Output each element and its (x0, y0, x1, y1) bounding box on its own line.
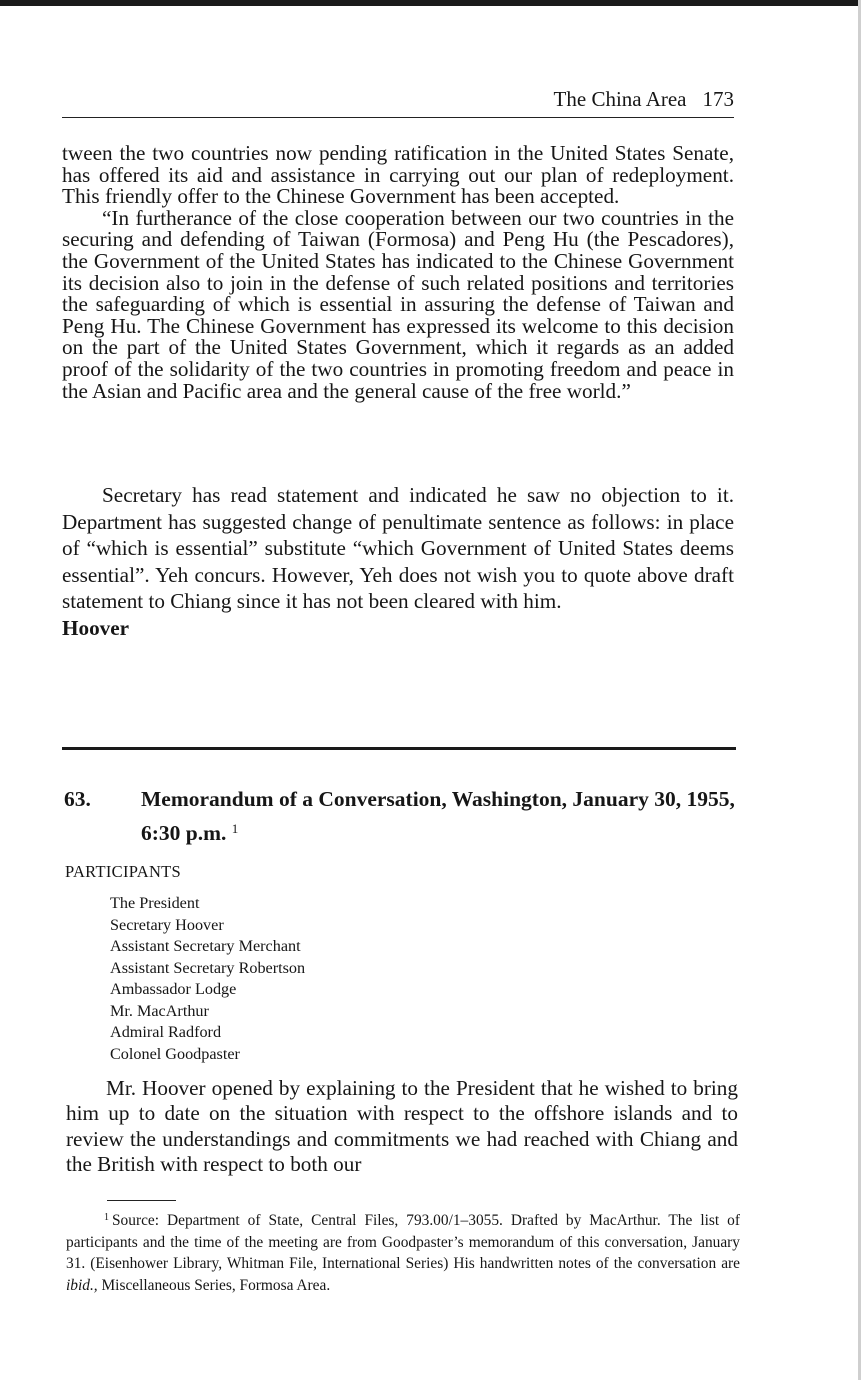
footnote-text: Source: Department of State, Central Files, 793.00/1–3055. Drafted by MacArthur. The list of participants and the time of the meeting are from Goodpaster’s memorandum of this conversation, January 31. (Eisenhower Library, Whitman File, International Series) His handwritten notes of the conversation are (66, 1212, 740, 1273)
paragraph-secretary: Secretary has read statement and indicated he saw no objection to it. Department has suggested change of penultimate sentence as follows: in place of “which is essential” substitute “which Government of United States deems essential”. Yeh concurs. However, Yeh does not wish you to quote above draft statement to Chiang since it has not been cleared with him. (62, 483, 734, 614)
section-divider (62, 747, 736, 750)
document-title-text: Memorandum of a Conversation, Washington, January 30, 1955, 6:30 p.m. (141, 787, 735, 845)
footnote (66, 1207, 740, 1296)
footnote-marker: 1 (104, 1212, 109, 1223)
participants-label: PARTICIPANTS (65, 862, 182, 881)
document-number: 63. (64, 787, 91, 811)
participant: Assistant Secretary Robertson (110, 958, 306, 977)
document-title (141, 785, 741, 848)
paragraph-body: Mr. Hoover opened by explaining to the President that he wished to bring him up to date on the situation with respect to the offshore islands and to review the understandings and commitments we had reached with Chiang and the British with respect to both our (66, 1076, 738, 1177)
footnote-rule (107, 1200, 176, 1201)
footnote-ibid: ibid., (66, 1276, 98, 1294)
telegram-closing (62, 482, 734, 642)
page-number: 173 (702, 87, 734, 111)
signature: Hoover (62, 615, 130, 640)
participant: Colonel Goodpaster (110, 1044, 240, 1063)
participants-list (110, 893, 305, 1065)
participant: Assistant Secretary Merchant (110, 937, 301, 955)
participant: The President (110, 894, 200, 912)
participant: Ambassador Lodge (110, 980, 237, 998)
scan-top-edge (0, 0, 861, 6)
participant: Secretary Hoover (110, 915, 224, 934)
header-rule (62, 117, 734, 118)
footnote-text-end: Miscellaneous Series, Formosa Area. (97, 1276, 331, 1294)
paragraph-quote: “In furtherance of the close cooperation between our two countries in the securing and defending of Taiwan (Formosa) and Peng Hu (the Pescadores), the Government of the United States has indicated to the Chinese Government its decision also to join in the defense of such related positions and territories the safeguarding of which is essential in assuring the defense of Taiwan and Peng Hu. The Chinese Government has expressed its welcome to this decision on the part of the United States Government, which it regards as an added proof of the solidarity of the two countries in promoting freedom and peace in the Asian and Pacific area and the general cause of the free world.” (62, 205, 734, 403)
footnote-reference[interactable]: 1 (231, 821, 239, 836)
participant: Admiral Radford (110, 1023, 222, 1041)
memorandum-body (66, 1076, 738, 1178)
continued-text (62, 143, 734, 402)
running-head (62, 86, 734, 112)
running-title: The China Area (553, 87, 687, 111)
participant: Mr. MacArthur (110, 1001, 209, 1020)
paragraph-continued: tween the two countries now pending ratification in the United States Senate, has offered its aid and assistance in carrying out our plan of redeployment. This friendly offer to the Chinese Government has been accepted. (62, 141, 734, 209)
